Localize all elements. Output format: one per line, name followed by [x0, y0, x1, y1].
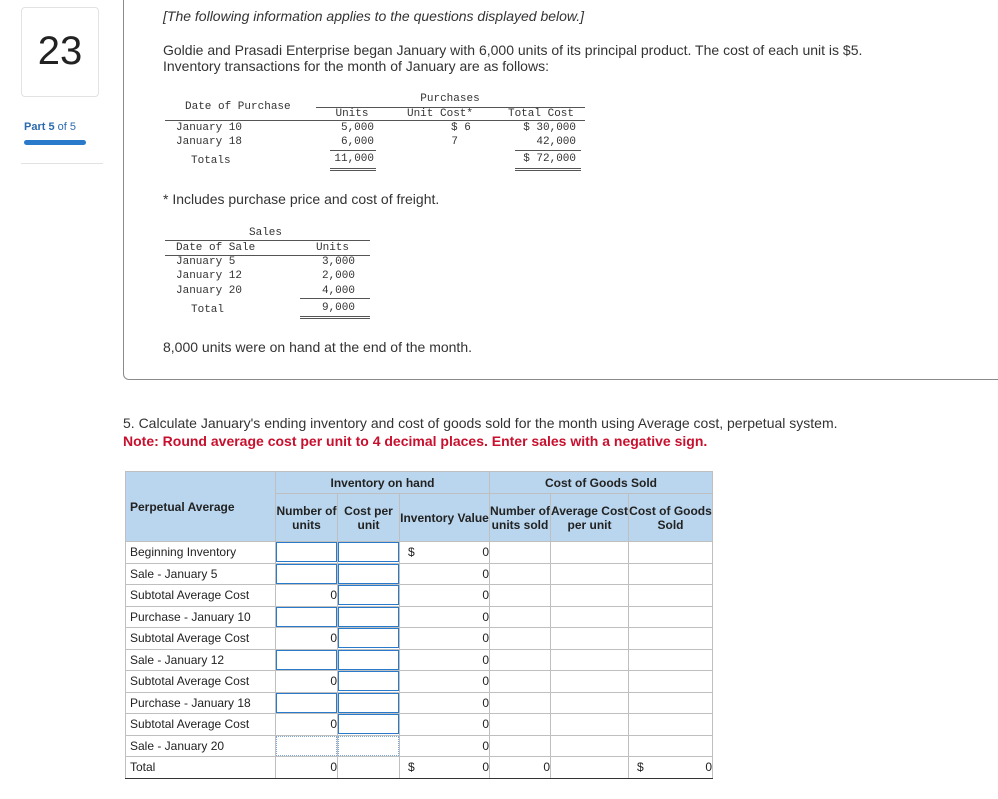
row-label: Subtotal Average Cost: [126, 585, 276, 607]
avg-cost-cell: [551, 563, 629, 585]
footnote: * Includes purchase price and cost of freight.: [163, 191, 440, 207]
row-label: Sale - January 5: [126, 563, 276, 585]
avg-cost-cell: [551, 714, 629, 736]
cost-per-unit-input[interactable]: [338, 692, 400, 714]
units-sold-cell: [490, 714, 551, 736]
units-sold-cell: [490, 628, 551, 650]
cost-per-unit-input[interactable]: [338, 714, 400, 736]
cost-per-unit-input[interactable]: [338, 585, 400, 607]
rule: [165, 240, 370, 241]
inventory-value: $ 0: [400, 542, 490, 564]
col-number-units: Number of units: [276, 494, 338, 542]
units-sold-cell: [490, 563, 551, 585]
col-cogs: Cost of Goods Sold: [629, 494, 713, 542]
inventory-value: 0: [400, 563, 490, 585]
sales-col-units: Units: [316, 242, 350, 254]
cogs-cell: [629, 692, 713, 714]
purchase-date: January 18: [176, 136, 243, 148]
number-units: 0: [276, 714, 338, 736]
total-cost-per-unit: [338, 757, 400, 779]
problem-paragraph: Goldie and Prasadi Enterprise began January with 6,000 units of its principal product. The cost of each unit is $5. Inventory transactions for the month of January are as follows:: [163, 42, 863, 74]
purchase-units: 6,000: [340, 136, 374, 148]
divider: [21, 163, 103, 164]
purchases-col-units: Units: [335, 108, 369, 120]
inventory-value: 0: [400, 671, 490, 693]
double-rule: [515, 168, 581, 171]
rule: [300, 298, 370, 299]
cost-per-unit-input[interactable]: [338, 735, 400, 757]
cost-per-unit-input[interactable]: [338, 671, 400, 693]
total-number-units: 0: [276, 757, 338, 779]
col-average-cost: Average Cost per unit: [551, 494, 629, 542]
table-row: [126, 563, 713, 585]
purchases-totals-label: Totals: [191, 155, 231, 167]
table-row: [126, 628, 713, 650]
double-rule: [330, 168, 376, 171]
avg-cost-cell: [551, 671, 629, 693]
question-text: 5. Calculate January's ending inventory and cost of goods sold for the month using Average cost, perpetual system.: [123, 415, 838, 431]
progress-bar: [24, 140, 86, 145]
number-units-input[interactable]: [276, 606, 338, 628]
units-sold-cell: [490, 735, 551, 757]
total-cogs: $ 0: [629, 757, 713, 779]
purchase-total-cost: 42,000: [536, 136, 576, 148]
units-sold-cell: [490, 692, 551, 714]
units-sold-cell: [490, 671, 551, 693]
cost-per-unit-input[interactable]: [338, 563, 400, 585]
number-units: 0: [276, 628, 338, 650]
col-cost-per-unit: Cost per unit: [338, 494, 400, 542]
purchase-total-cost: $ 30,000: [523, 122, 576, 134]
table-row: [126, 585, 713, 607]
number-units-input[interactable]: [276, 735, 338, 757]
sales-group-header: Sales: [249, 227, 283, 239]
sale-date: January 20: [176, 285, 243, 297]
table-row: [126, 735, 713, 757]
cogs-cell: [629, 542, 713, 564]
sales-total-label: Total: [191, 304, 225, 316]
avg-cost-cell: [551, 692, 629, 714]
col-units-sold: Number of units sold: [490, 494, 551, 542]
table-row: [126, 714, 713, 736]
number-units-input[interactable]: [276, 692, 338, 714]
inventory-value: 0: [400, 585, 490, 607]
cogs-group-header: Cost of Goods Sold: [490, 472, 713, 494]
rule: [330, 150, 376, 151]
avg-cost-cell: [551, 628, 629, 650]
question-note: Note: Round average cost per unit to 4 decimal places. Enter sales with a negative sign.: [123, 433, 708, 449]
row-label: Subtotal Average Cost: [126, 628, 276, 650]
avg-cost-cell: [551, 735, 629, 757]
number-units-input[interactable]: [276, 542, 338, 564]
sale-units: 3,000: [321, 256, 355, 268]
purchases-group-header: Purchases: [420, 93, 480, 105]
avg-cost-cell: [551, 542, 629, 564]
number-units-input[interactable]: [276, 649, 338, 671]
number-units: 0: [276, 585, 338, 607]
cost-per-unit-input[interactable]: [338, 606, 400, 628]
col-inventory-value: Inventory Value: [400, 494, 490, 542]
purchases-col-unit-cost: Unit Cost*: [406, 108, 473, 120]
purchase-units: 5,000: [340, 122, 374, 134]
rule: [165, 120, 585, 121]
inventory-value: 0: [400, 714, 490, 736]
row-label: Subtotal Average Cost: [126, 714, 276, 736]
inventory-value: 0: [400, 628, 490, 650]
units-sold-cell: [490, 649, 551, 671]
total-units-sold: 0: [490, 757, 551, 779]
part-current: 5: [48, 121, 55, 133]
total-label: Total: [126, 757, 276, 779]
purchase-date: January 10: [176, 122, 243, 134]
part-label: Part: [24, 121, 46, 133]
cost-per-unit-input[interactable]: [338, 542, 400, 564]
sales-date-header: Date of Sale: [176, 242, 256, 254]
inventory-value: 0: [400, 649, 490, 671]
total-inventory-value: $ 0: [400, 757, 490, 779]
row-label: Purchase - January 10: [126, 606, 276, 628]
purchases-totals-units: 11,000: [334, 153, 374, 165]
purchase-unit-cost: 7: [451, 136, 458, 148]
question-number[interactable]: 23: [21, 7, 99, 97]
purchases-date-header: Date of Purchase: [185, 101, 291, 113]
cogs-cell: [629, 606, 713, 628]
cost-per-unit-input[interactable]: [338, 649, 400, 671]
sale-units: 4,000: [321, 285, 355, 297]
avg-cost-cell: [551, 606, 629, 628]
inventory-value: 0: [400, 692, 490, 714]
units-sold-cell: [490, 606, 551, 628]
cost-per-unit-input[interactable]: [338, 628, 400, 650]
purchases-totals-cost: $ 72,000: [523, 153, 576, 165]
worksheet-header-label: Perpetual Average: [126, 472, 276, 542]
intro-text: [The following information applies to the questions displayed below.]: [163, 8, 585, 24]
purchases-col-total-cost: Total Cost: [507, 108, 574, 120]
table-row: [126, 649, 713, 671]
row-label: Sale - January 12: [126, 649, 276, 671]
row-label: Sale - January 20: [126, 735, 276, 757]
part-indicator: [24, 121, 76, 133]
table-row: [126, 671, 713, 693]
inventory-group-header: Inventory on hand: [276, 472, 490, 494]
table-row: [126, 542, 713, 564]
total-row: [126, 757, 713, 779]
worksheet-table: [125, 471, 713, 779]
double-rule: [300, 316, 370, 319]
units-sold-cell: [490, 585, 551, 607]
cogs-cell: [629, 563, 713, 585]
sales-total-units: 9,000: [321, 302, 355, 314]
table-row: [126, 606, 713, 628]
row-label: Beginning Inventory: [126, 542, 276, 564]
cogs-cell: [629, 671, 713, 693]
cogs-cell: [629, 735, 713, 757]
total-avg-cost: [551, 757, 629, 779]
cogs-cell: [629, 585, 713, 607]
avg-cost-cell: [551, 585, 629, 607]
part-total: of 5: [57, 121, 77, 133]
number-units: 0: [276, 671, 338, 693]
number-units-input[interactable]: [276, 563, 338, 585]
purchase-unit-cost: $ 6: [451, 122, 471, 134]
row-label: Purchase - January 18: [126, 692, 276, 714]
cogs-cell: [629, 649, 713, 671]
sale-date: January 12: [176, 270, 243, 282]
table-row: [126, 692, 713, 714]
inventory-value: 0: [400, 606, 490, 628]
avg-cost-cell: [551, 649, 629, 671]
cogs-cell: [629, 628, 713, 650]
rule: [515, 150, 581, 151]
cogs-cell: [629, 714, 713, 736]
end-note: 8,000 units were on hand at the end of the month.: [163, 339, 472, 355]
sale-date: January 5: [176, 256, 236, 268]
units-sold-cell: [490, 542, 551, 564]
row-label: Subtotal Average Cost: [126, 671, 276, 693]
inventory-value: 0: [400, 735, 490, 757]
sale-units: 2,000: [321, 270, 355, 282]
